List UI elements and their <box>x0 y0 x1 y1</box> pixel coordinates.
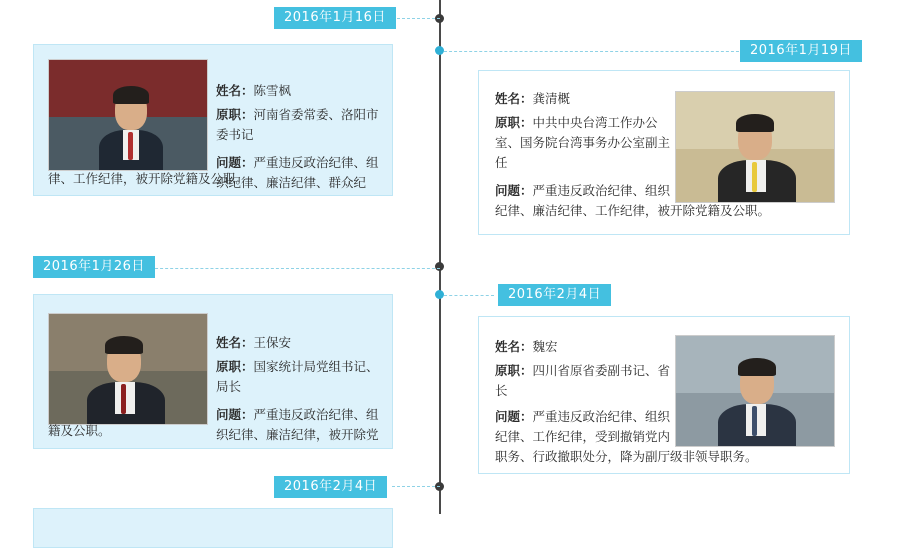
timeline-connector <box>444 295 494 296</box>
date-label-2016-01-26: 2016年1月26日 <box>33 256 155 278</box>
timeline-node-dot <box>435 46 444 55</box>
label-position: 原职： <box>495 115 533 130</box>
timeline-spine <box>439 0 441 514</box>
entry-card-gong-qinggai <box>478 70 850 235</box>
date-label-2016-02-04-right: 2016年2月4日 <box>498 284 611 306</box>
timeline-spine-dot <box>435 262 444 271</box>
value-issue-head: 严重违反政治纪律、组织纪律、廉洁纪律、群众纪 <box>216 155 379 190</box>
portrait-wang-baoan <box>48 313 208 425</box>
entry-card-chen-xuefeng <box>33 44 393 196</box>
label-issue: 问题： <box>495 409 533 424</box>
value-issue-head: 严重违反政治纪律、组织纪律、廉洁纪律，被开除党 <box>216 407 379 442</box>
value-name: 龚清概 <box>532 91 571 106</box>
date-label-2016-01-16: 2016年1月16日 <box>274 7 396 29</box>
label-name: 姓名： <box>216 83 254 98</box>
timeline-connector <box>145 268 440 269</box>
value-position: 中共中央台湾工作办公室、国务院台湾事务办公室副主任 <box>495 115 671 170</box>
field-issue-tail: 律、工作纪律，被开除党籍及公职。 <box>48 171 249 186</box>
field-issue <box>495 181 835 201</box>
date-label-2016-01-19: 2016年1月19日 <box>740 40 862 62</box>
field-position <box>495 361 675 401</box>
field-issue-tail: 纪律、工作纪律，受到撤销党内 <box>495 429 671 444</box>
label-position: 原职： <box>216 107 254 122</box>
field-position <box>216 357 388 397</box>
label-position: 原职： <box>495 363 533 378</box>
value-name: 陈雪枫 <box>253 83 292 98</box>
field-name <box>495 337 675 357</box>
date-label-2016-02-04-left: 2016年2月4日 <box>274 476 387 498</box>
field-position <box>216 105 388 145</box>
field-issue-tail-2: 职务、行政撤职处分，降为副厅级非领导职务。 <box>495 449 758 464</box>
label-issue: 问题： <box>216 155 254 170</box>
value-name: 王保安 <box>253 335 292 350</box>
field-name <box>216 81 384 101</box>
label-name: 姓名： <box>495 339 533 354</box>
field-name <box>216 333 384 353</box>
label-name: 姓名： <box>495 91 533 106</box>
field-issue <box>495 407 675 427</box>
label-issue: 问题： <box>495 183 533 198</box>
value-name: 魏宏 <box>532 339 558 354</box>
timeline-connector <box>392 18 440 19</box>
label-position: 原职： <box>216 359 254 374</box>
field-issue-tail: 籍及公职。 <box>48 423 111 438</box>
value-issue-head: 严重违反政治纪律、组织 <box>532 183 671 198</box>
timeline-connector <box>444 51 744 52</box>
field-name <box>495 89 675 109</box>
value-position: 四川省原省委副书记、省长 <box>495 363 671 398</box>
portrait-wei-hong <box>675 335 835 447</box>
value-position: 国家统计局党组书记、局长 <box>216 359 379 394</box>
entry-card-wei-hong <box>478 316 850 474</box>
portrait-chen-xuefeng <box>48 59 208 171</box>
timeline-node-dot <box>435 290 444 299</box>
field-position <box>495 113 675 173</box>
label-issue: 问题： <box>216 407 254 422</box>
value-position: 河南省委常委、洛阳市委书记 <box>216 107 379 142</box>
entry-card-wang-baoan <box>33 294 393 449</box>
label-name: 姓名： <box>216 335 254 350</box>
value-issue-head: 严重违反政治纪律、组织 <box>532 409 671 424</box>
entry-card-partial <box>33 508 393 548</box>
field-issue-tail: 纪律、廉洁纪律、工作纪律，被开除党籍及公职。 <box>495 203 771 218</box>
timeline-connector <box>392 486 440 487</box>
